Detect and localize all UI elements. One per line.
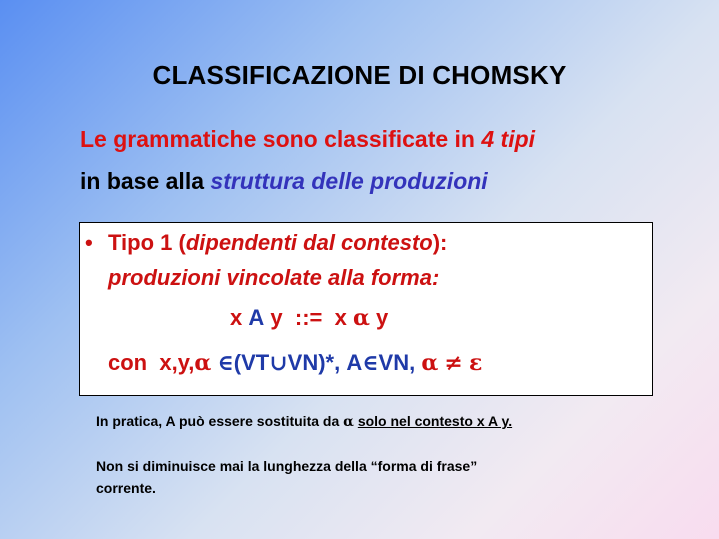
prod-x1: x: [230, 305, 243, 330]
cond-set-b: VN)*,: [287, 350, 341, 375]
prod-y2: y: [376, 305, 389, 330]
type-description: produzioni vincolate alla forma:: [108, 265, 440, 290]
note-context: [96, 413, 512, 430]
intro-line-1: [80, 126, 535, 153]
intro-line-2: [80, 168, 488, 195]
prod-y1: y: [270, 305, 283, 330]
cond-in-1: ∈: [217, 350, 234, 376]
prod-A: A: [248, 305, 265, 330]
production-rule: [230, 305, 388, 331]
cond-con: con: [108, 350, 148, 375]
prod-x2: x: [334, 305, 347, 330]
cond-alpha-2: α: [421, 350, 439, 376]
note-context-text: In pratica, A può essere sostituita da: [96, 413, 344, 429]
type-heading-italic: dipendenti dal contesto: [185, 230, 433, 255]
note-length-line-2: corrente.: [96, 480, 156, 496]
intro-line-2-text: in base alla: [80, 168, 211, 194]
production-condition: [108, 350, 482, 376]
type-heading-a: Tipo 1 (: [108, 230, 186, 255]
cond-A: A: [346, 350, 363, 375]
cond-epsilon: ε: [468, 350, 483, 376]
bullet-icon: •: [85, 230, 93, 255]
note-context-underlined: solo nel contesto x A y.: [357, 413, 513, 429]
cond-set-a: (VT: [233, 350, 270, 375]
intro-line-2-emphasis: struttura delle produzioni: [210, 168, 488, 194]
cond-vars: x,y,: [159, 350, 195, 375]
type-heading-c: ):: [432, 230, 448, 255]
note-length-line-1: Non si diminuisce mai la lunghezza della “forma di frase”: [96, 458, 478, 474]
page-title: CLASSIFICAZIONE DI CHOMSKY: [152, 60, 567, 90]
cond-union: ∪: [269, 350, 288, 376]
prod-op: ::=: [294, 305, 323, 330]
note-context-alpha: α: [343, 414, 354, 430]
cond-neq: ≠: [444, 350, 463, 376]
intro-line-1-emphasis: 4 tipi: [481, 126, 536, 152]
prod-alpha: α: [352, 305, 370, 331]
cond-alpha: α: [194, 350, 212, 376]
cond-in-2: ∈: [362, 350, 379, 376]
cond-VN: VN,: [378, 350, 416, 375]
intro-line-1-text: Le grammatiche sono classificate in: [80, 126, 482, 152]
type-heading: [108, 230, 447, 256]
